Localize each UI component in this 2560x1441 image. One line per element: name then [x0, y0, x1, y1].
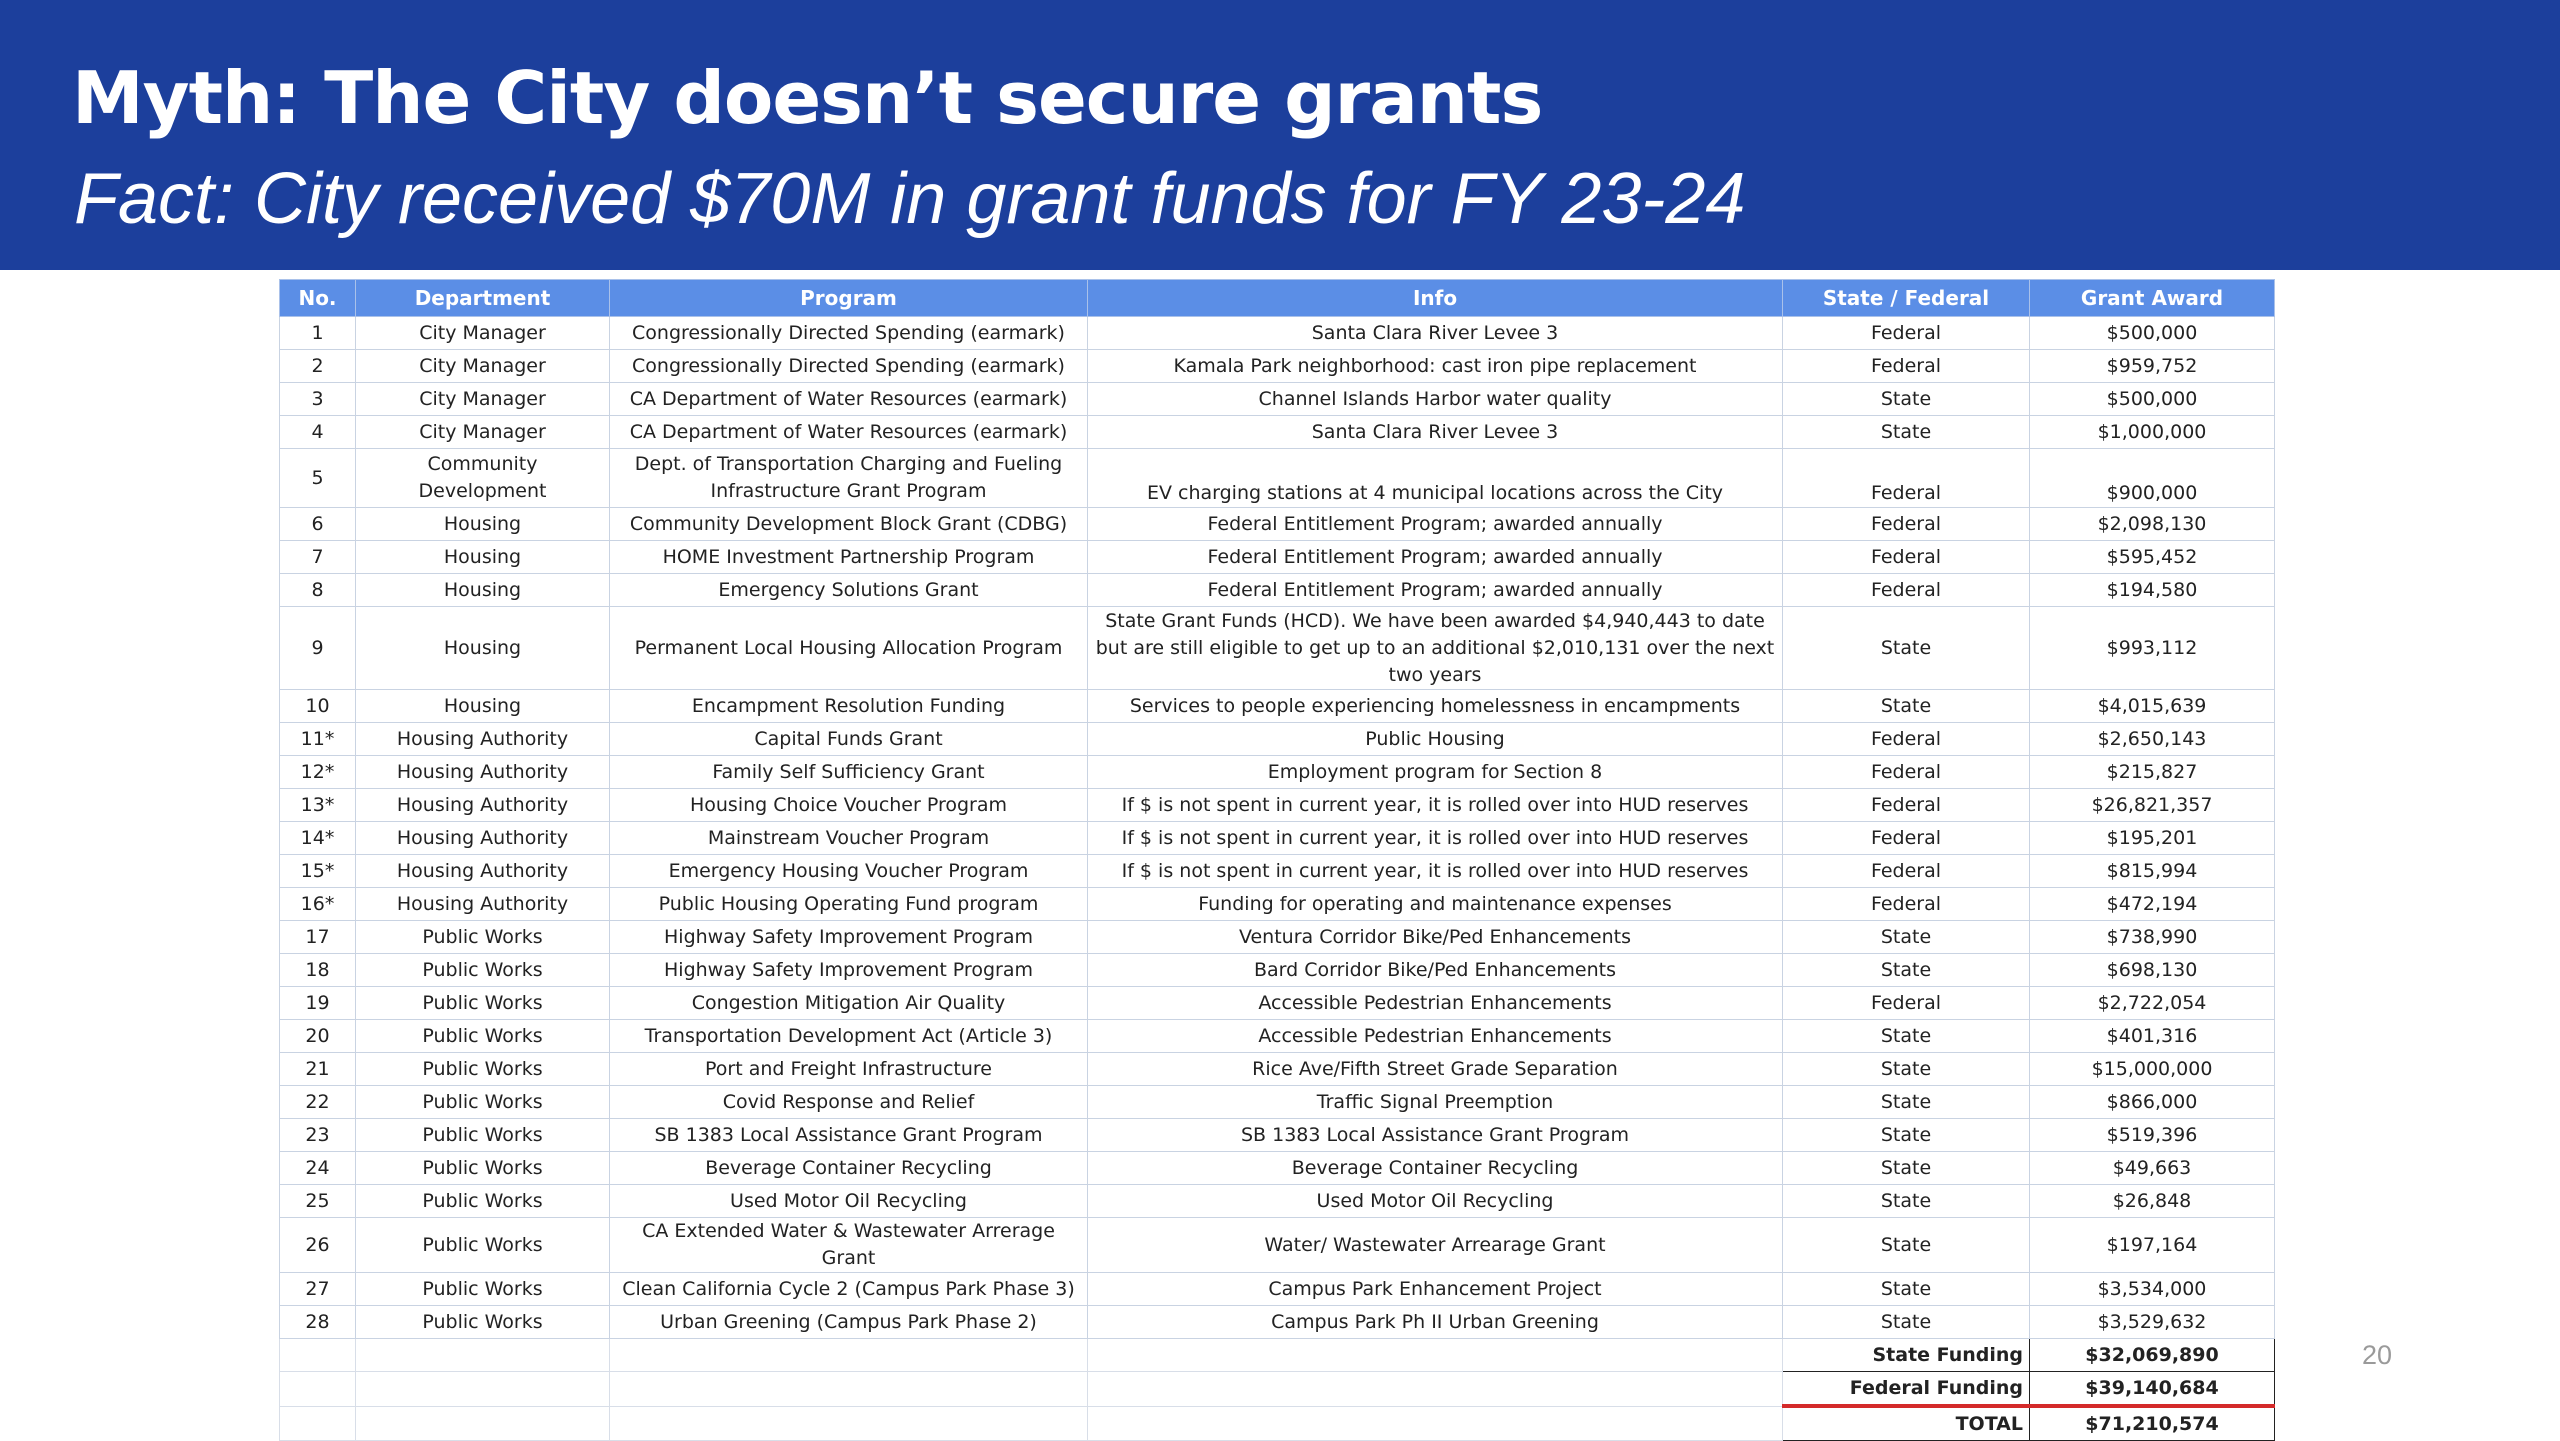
- program-cell: Capital Funds Grant: [610, 723, 1088, 756]
- department-cell: Public Works: [356, 1053, 610, 1086]
- state-federal-cell: State: [1783, 1020, 2030, 1053]
- department-cell: Housing: [356, 574, 610, 607]
- state-federal-cell: State: [1783, 954, 2030, 987]
- info-cell: Employment program for Section 8: [1088, 756, 1783, 789]
- department-cell: Public Works: [356, 1020, 610, 1053]
- row-number-cell: 26: [280, 1218, 356, 1273]
- row-number-cell: 4: [280, 416, 356, 449]
- table-row: [280, 383, 2275, 416]
- state-federal-cell: Federal: [1783, 350, 2030, 383]
- program-cell: Family Self Sufficiency Grant: [610, 756, 1088, 789]
- program-cell: SB 1383 Local Assistance Grant Program: [610, 1119, 1088, 1152]
- program-cell: Congressionally Directed Spending (earmark): [610, 350, 1088, 383]
- grant-award-cell: $2,722,054: [2030, 987, 2275, 1020]
- row-number-cell: 20: [280, 1020, 356, 1053]
- program-cell: CA Extended Water & Wastewater Arrerage Grant: [610, 1218, 1088, 1273]
- blank-cell: [280, 1372, 356, 1407]
- page-number: 20: [2362, 1340, 2393, 1370]
- table-row: [280, 987, 2275, 1020]
- department-cell: Public Works: [356, 1086, 610, 1119]
- slide-title: Myth: The City doesn’t secure grants: [72, 56, 1543, 140]
- grant-award-cell: $1,000,000: [2030, 416, 2275, 449]
- table-row: [280, 574, 2275, 607]
- department-cell: Housing: [356, 690, 610, 723]
- info-cell: Used Motor Oil Recycling: [1088, 1185, 1783, 1218]
- row-number-cell: 18: [280, 954, 356, 987]
- row-number-cell: 3: [280, 383, 356, 416]
- department-cell: Public Works: [356, 1119, 610, 1152]
- state-federal-cell: Federal: [1783, 987, 2030, 1020]
- row-number-cell: 13*: [280, 789, 356, 822]
- row-number-cell: 8: [280, 574, 356, 607]
- table-row: [280, 1053, 2275, 1086]
- state-federal-cell: State: [1783, 383, 2030, 416]
- table-row: [280, 1306, 2275, 1339]
- table-row: [280, 1086, 2275, 1119]
- summary-row-state: [280, 1339, 2275, 1372]
- table-row: [280, 317, 2275, 350]
- program-cell: Community Development Block Grant (CDBG): [610, 508, 1088, 541]
- grant-award-cell: $900,000: [2030, 449, 2275, 508]
- blank-cell: [1088, 1372, 1783, 1407]
- row-number-cell: 16*: [280, 888, 356, 921]
- total-value: $71,210,574: [2030, 1406, 2275, 1441]
- state-federal-cell: Federal: [1783, 888, 2030, 921]
- blank-cell: [1088, 1406, 1783, 1441]
- info-cell: Water/ Wastewater Arrearage Grant: [1088, 1218, 1783, 1273]
- row-number-cell: 27: [280, 1273, 356, 1306]
- department-cell: Housing Authority: [356, 855, 610, 888]
- program-cell: Covid Response and Relief: [610, 1086, 1088, 1119]
- blank-cell: [280, 1406, 356, 1441]
- grant-award-cell: $197,164: [2030, 1218, 2275, 1273]
- program-cell: Congressionally Directed Spending (earmark): [610, 317, 1088, 350]
- grant-award-cell: $866,000: [2030, 1086, 2275, 1119]
- state-federal-cell: State: [1783, 1273, 2030, 1306]
- blank-cell: [356, 1406, 610, 1441]
- department-cell: Public Works: [356, 1152, 610, 1185]
- state-federal-cell: Federal: [1783, 574, 2030, 607]
- department-cell: Housing Authority: [356, 789, 610, 822]
- blank-cell: [610, 1406, 1088, 1441]
- federal-funding-value: $39,140,684: [2030, 1372, 2275, 1407]
- header-grant-award: Grant Award: [2030, 280, 2275, 317]
- grant-award-cell: $401,316: [2030, 1020, 2275, 1053]
- table-row: [280, 954, 2275, 987]
- program-cell: Highway Safety Improvement Program: [610, 921, 1088, 954]
- department-cell: City Manager: [356, 350, 610, 383]
- info-cell: If $ is not spent in current year, it is rolled over into HUD reserves: [1088, 822, 1783, 855]
- info-cell: Federal Entitlement Program; awarded annually: [1088, 574, 1783, 607]
- grant-award-cell: $4,015,639: [2030, 690, 2275, 723]
- department-cell: Public Works: [356, 1273, 610, 1306]
- header-program: Program: [610, 280, 1088, 317]
- department-cell: City Manager: [356, 317, 610, 350]
- table-row: [280, 350, 2275, 383]
- state-federal-cell: Federal: [1783, 855, 2030, 888]
- department-cell: City Manager: [356, 383, 610, 416]
- grant-award-cell: $26,821,357: [2030, 789, 2275, 822]
- info-cell: Ventura Corridor Bike/Ped Enhancements: [1088, 921, 1783, 954]
- row-number-cell: 7: [280, 541, 356, 574]
- info-cell: Federal Entitlement Program; awarded annually: [1088, 508, 1783, 541]
- department-cell: Public Works: [356, 921, 610, 954]
- federal-funding-label: Federal Funding: [1783, 1372, 2030, 1407]
- row-number-cell: 10: [280, 690, 356, 723]
- program-cell: Beverage Container Recycling: [610, 1152, 1088, 1185]
- row-number-cell: 24: [280, 1152, 356, 1185]
- table-row: [280, 723, 2275, 756]
- department-cell: Public Works: [356, 954, 610, 987]
- table-row: [280, 756, 2275, 789]
- program-cell: Permanent Local Housing Allocation Program: [610, 607, 1088, 690]
- grant-award-cell: $194,580: [2030, 574, 2275, 607]
- grant-award-cell: $472,194: [2030, 888, 2275, 921]
- table-row: [280, 855, 2275, 888]
- header-info: Info: [1088, 280, 1783, 317]
- grant-award-cell: $3,534,000: [2030, 1273, 2275, 1306]
- grant-award-cell: $49,663: [2030, 1152, 2275, 1185]
- state-federal-cell: State: [1783, 1218, 2030, 1273]
- department-cell: Housing: [356, 607, 610, 690]
- title-banner: [0, 0, 2560, 270]
- state-federal-cell: Federal: [1783, 317, 2030, 350]
- department-cell: Housing Authority: [356, 723, 610, 756]
- state-federal-cell: State: [1783, 921, 2030, 954]
- row-number-cell: 2: [280, 350, 356, 383]
- info-cell: Channel Islands Harbor water quality: [1088, 383, 1783, 416]
- table-row: [280, 822, 2275, 855]
- info-cell: SB 1383 Local Assistance Grant Program: [1088, 1119, 1783, 1152]
- row-number-cell: 12*: [280, 756, 356, 789]
- program-cell: Emergency Housing Voucher Program: [610, 855, 1088, 888]
- row-number-cell: 5: [280, 449, 356, 508]
- grant-award-cell: $519,396: [2030, 1119, 2275, 1152]
- state-federal-cell: Federal: [1783, 822, 2030, 855]
- program-cell: Public Housing Operating Fund program: [610, 888, 1088, 921]
- table-row: [280, 541, 2275, 574]
- grants-table: [279, 279, 2275, 1441]
- state-federal-cell: Federal: [1783, 756, 2030, 789]
- row-number-cell: 11*: [280, 723, 356, 756]
- table-row: [280, 921, 2275, 954]
- row-number-cell: 6: [280, 508, 356, 541]
- program-cell: CA Department of Water Resources (earmark): [610, 383, 1088, 416]
- department-cell: Housing Authority: [356, 888, 610, 921]
- info-cell: EV charging stations at 4 municipal locations across the City: [1088, 449, 1783, 508]
- program-cell: Clean California Cycle 2 (Campus Park Phase 3): [610, 1273, 1088, 1306]
- table-row: [280, 1119, 2275, 1152]
- grant-award-cell: $195,201: [2030, 822, 2275, 855]
- grant-award-cell: $698,130: [2030, 954, 2275, 987]
- info-cell: Kamala Park neighborhood: cast iron pipe replacement: [1088, 350, 1783, 383]
- grant-award-cell: $500,000: [2030, 383, 2275, 416]
- header-no: No.: [280, 280, 356, 317]
- info-cell: Traffic Signal Preemption: [1088, 1086, 1783, 1119]
- grant-award-cell: $993,112: [2030, 607, 2275, 690]
- grant-award-cell: $595,452: [2030, 541, 2275, 574]
- table-row: [280, 449, 2275, 508]
- program-cell: HOME Investment Partnership Program: [610, 541, 1088, 574]
- grant-award-cell: $500,000: [2030, 317, 2275, 350]
- grant-award-cell: $959,752: [2030, 350, 2275, 383]
- state-federal-cell: Federal: [1783, 723, 2030, 756]
- info-cell: Funding for operating and maintenance expenses: [1088, 888, 1783, 921]
- program-cell: Transportation Development Act (Article 3): [610, 1020, 1088, 1053]
- state-federal-cell: State: [1783, 607, 2030, 690]
- info-cell: Campus Park Enhancement Project: [1088, 1273, 1783, 1306]
- state-federal-cell: State: [1783, 1086, 2030, 1119]
- info-cell: Accessible Pedestrian Enhancements: [1088, 1020, 1783, 1053]
- program-cell: Mainstream Voucher Program: [610, 822, 1088, 855]
- state-federal-cell: State: [1783, 416, 2030, 449]
- grant-award-cell: $15,000,000: [2030, 1053, 2275, 1086]
- table-row: [280, 1020, 2275, 1053]
- state-federal-cell: State: [1783, 1119, 2030, 1152]
- department-cell: Community Development: [356, 449, 610, 508]
- department-cell: Public Works: [356, 1218, 610, 1273]
- table-row: [280, 607, 2275, 690]
- summary-section: [280, 1339, 2275, 1441]
- row-number-cell: 9: [280, 607, 356, 690]
- table-row: [280, 1218, 2275, 1273]
- info-cell: If $ is not spent in current year, it is rolled over into HUD reserves: [1088, 855, 1783, 888]
- row-number-cell: 17: [280, 921, 356, 954]
- state-federal-cell: State: [1783, 690, 2030, 723]
- program-cell: Highway Safety Improvement Program: [610, 954, 1088, 987]
- info-cell: Bard Corridor Bike/Ped Enhancements: [1088, 954, 1783, 987]
- state-funding-label: State Funding: [1783, 1339, 2030, 1372]
- info-cell: Santa Clara River Levee 3: [1088, 317, 1783, 350]
- table-row: [280, 789, 2275, 822]
- department-cell: Public Works: [356, 987, 610, 1020]
- blank-cell: [356, 1339, 610, 1372]
- grant-award-cell: $215,827: [2030, 756, 2275, 789]
- grant-award-cell: $738,990: [2030, 921, 2275, 954]
- blank-cell: [610, 1339, 1088, 1372]
- department-cell: Housing: [356, 508, 610, 541]
- info-cell: Santa Clara River Levee 3: [1088, 416, 1783, 449]
- row-number-cell: 23: [280, 1119, 356, 1152]
- row-number-cell: 1: [280, 317, 356, 350]
- table-row: [280, 1152, 2275, 1185]
- info-cell: Beverage Container Recycling: [1088, 1152, 1783, 1185]
- program-cell: Used Motor Oil Recycling: [610, 1185, 1088, 1218]
- total-label: TOTAL: [1783, 1406, 2030, 1441]
- table-row: [280, 1185, 2275, 1218]
- row-number-cell: 22: [280, 1086, 356, 1119]
- department-cell: Public Works: [356, 1185, 610, 1218]
- table-row: [280, 416, 2275, 449]
- info-cell: Accessible Pedestrian Enhancements: [1088, 987, 1783, 1020]
- state-federal-cell: Federal: [1783, 449, 2030, 508]
- state-federal-cell: State: [1783, 1185, 2030, 1218]
- department-cell: Housing Authority: [356, 756, 610, 789]
- table-row: [280, 1273, 2275, 1306]
- program-cell: Encampment Resolution Funding: [610, 690, 1088, 723]
- state-federal-cell: Federal: [1783, 508, 2030, 541]
- state-federal-cell: Federal: [1783, 541, 2030, 574]
- state-funding-value: $32,069,890: [2030, 1339, 2275, 1372]
- info-cell: Public Housing: [1088, 723, 1783, 756]
- row-number-cell: 28: [280, 1306, 356, 1339]
- grant-award-cell: $3,529,632: [2030, 1306, 2275, 1339]
- blank-cell: [1088, 1339, 1783, 1372]
- department-cell: Public Works: [356, 1306, 610, 1339]
- grant-award-cell: $815,994: [2030, 855, 2275, 888]
- summary-row-federal: [280, 1372, 2275, 1407]
- grant-award-cell: $2,098,130: [2030, 508, 2275, 541]
- info-cell: If $ is not spent in current year, it is rolled over into HUD reserves: [1088, 789, 1783, 822]
- header-state-federal: State / Federal: [1783, 280, 2030, 317]
- info-cell: Federal Entitlement Program; awarded annually: [1088, 541, 1783, 574]
- program-cell: Dept. of Transportation Charging and Fueling Infrastructure Grant Program: [610, 449, 1088, 508]
- table-row: [280, 888, 2275, 921]
- program-cell: CA Department of Water Resources (earmark): [610, 416, 1088, 449]
- slide-subtitle: Fact: City received $70M in grant funds for FY 23-24: [74, 159, 1746, 239]
- info-cell: Services to people experiencing homelessness in encampments: [1088, 690, 1783, 723]
- state-federal-cell: State: [1783, 1053, 2030, 1086]
- info-cell: Campus Park Ph II Urban Greening: [1088, 1306, 1783, 1339]
- header-department: Department: [356, 280, 610, 317]
- row-number-cell: 14*: [280, 822, 356, 855]
- table-row: [280, 508, 2275, 541]
- state-federal-cell: Federal: [1783, 789, 2030, 822]
- state-federal-cell: State: [1783, 1152, 2030, 1185]
- department-cell: Housing: [356, 541, 610, 574]
- state-federal-cell: State: [1783, 1306, 2030, 1339]
- department-cell: City Manager: [356, 416, 610, 449]
- blank-cell: [610, 1372, 1088, 1407]
- table-row: [280, 690, 2275, 723]
- row-number-cell: 25: [280, 1185, 356, 1218]
- blank-cell: [356, 1372, 610, 1407]
- program-cell: Urban Greening (Campus Park Phase 2): [610, 1306, 1088, 1339]
- row-number-cell: 21: [280, 1053, 356, 1086]
- grants-table-body: [280, 317, 2275, 1339]
- blank-cell: [280, 1339, 356, 1372]
- program-cell: Housing Choice Voucher Program: [610, 789, 1088, 822]
- row-number-cell: 15*: [280, 855, 356, 888]
- grant-award-cell: $26,848: [2030, 1185, 2275, 1218]
- program-cell: Port and Freight Infrastructure: [610, 1053, 1088, 1086]
- table-header-row: [280, 280, 2275, 317]
- row-number-cell: 19: [280, 987, 356, 1020]
- program-cell: Congestion Mitigation Air Quality: [610, 987, 1088, 1020]
- program-cell: Emergency Solutions Grant: [610, 574, 1088, 607]
- department-cell: Housing Authority: [356, 822, 610, 855]
- grant-award-cell: $2,650,143: [2030, 723, 2275, 756]
- info-cell: Rice Ave/Fifth Street Grade Separation: [1088, 1053, 1783, 1086]
- info-cell: State Grant Funds (HCD). We have been awarded $4,940,443 to date but are still eligible to get up to an additional $2,010,131 over the next two years: [1088, 607, 1783, 690]
- summary-row-total: [280, 1406, 2275, 1441]
